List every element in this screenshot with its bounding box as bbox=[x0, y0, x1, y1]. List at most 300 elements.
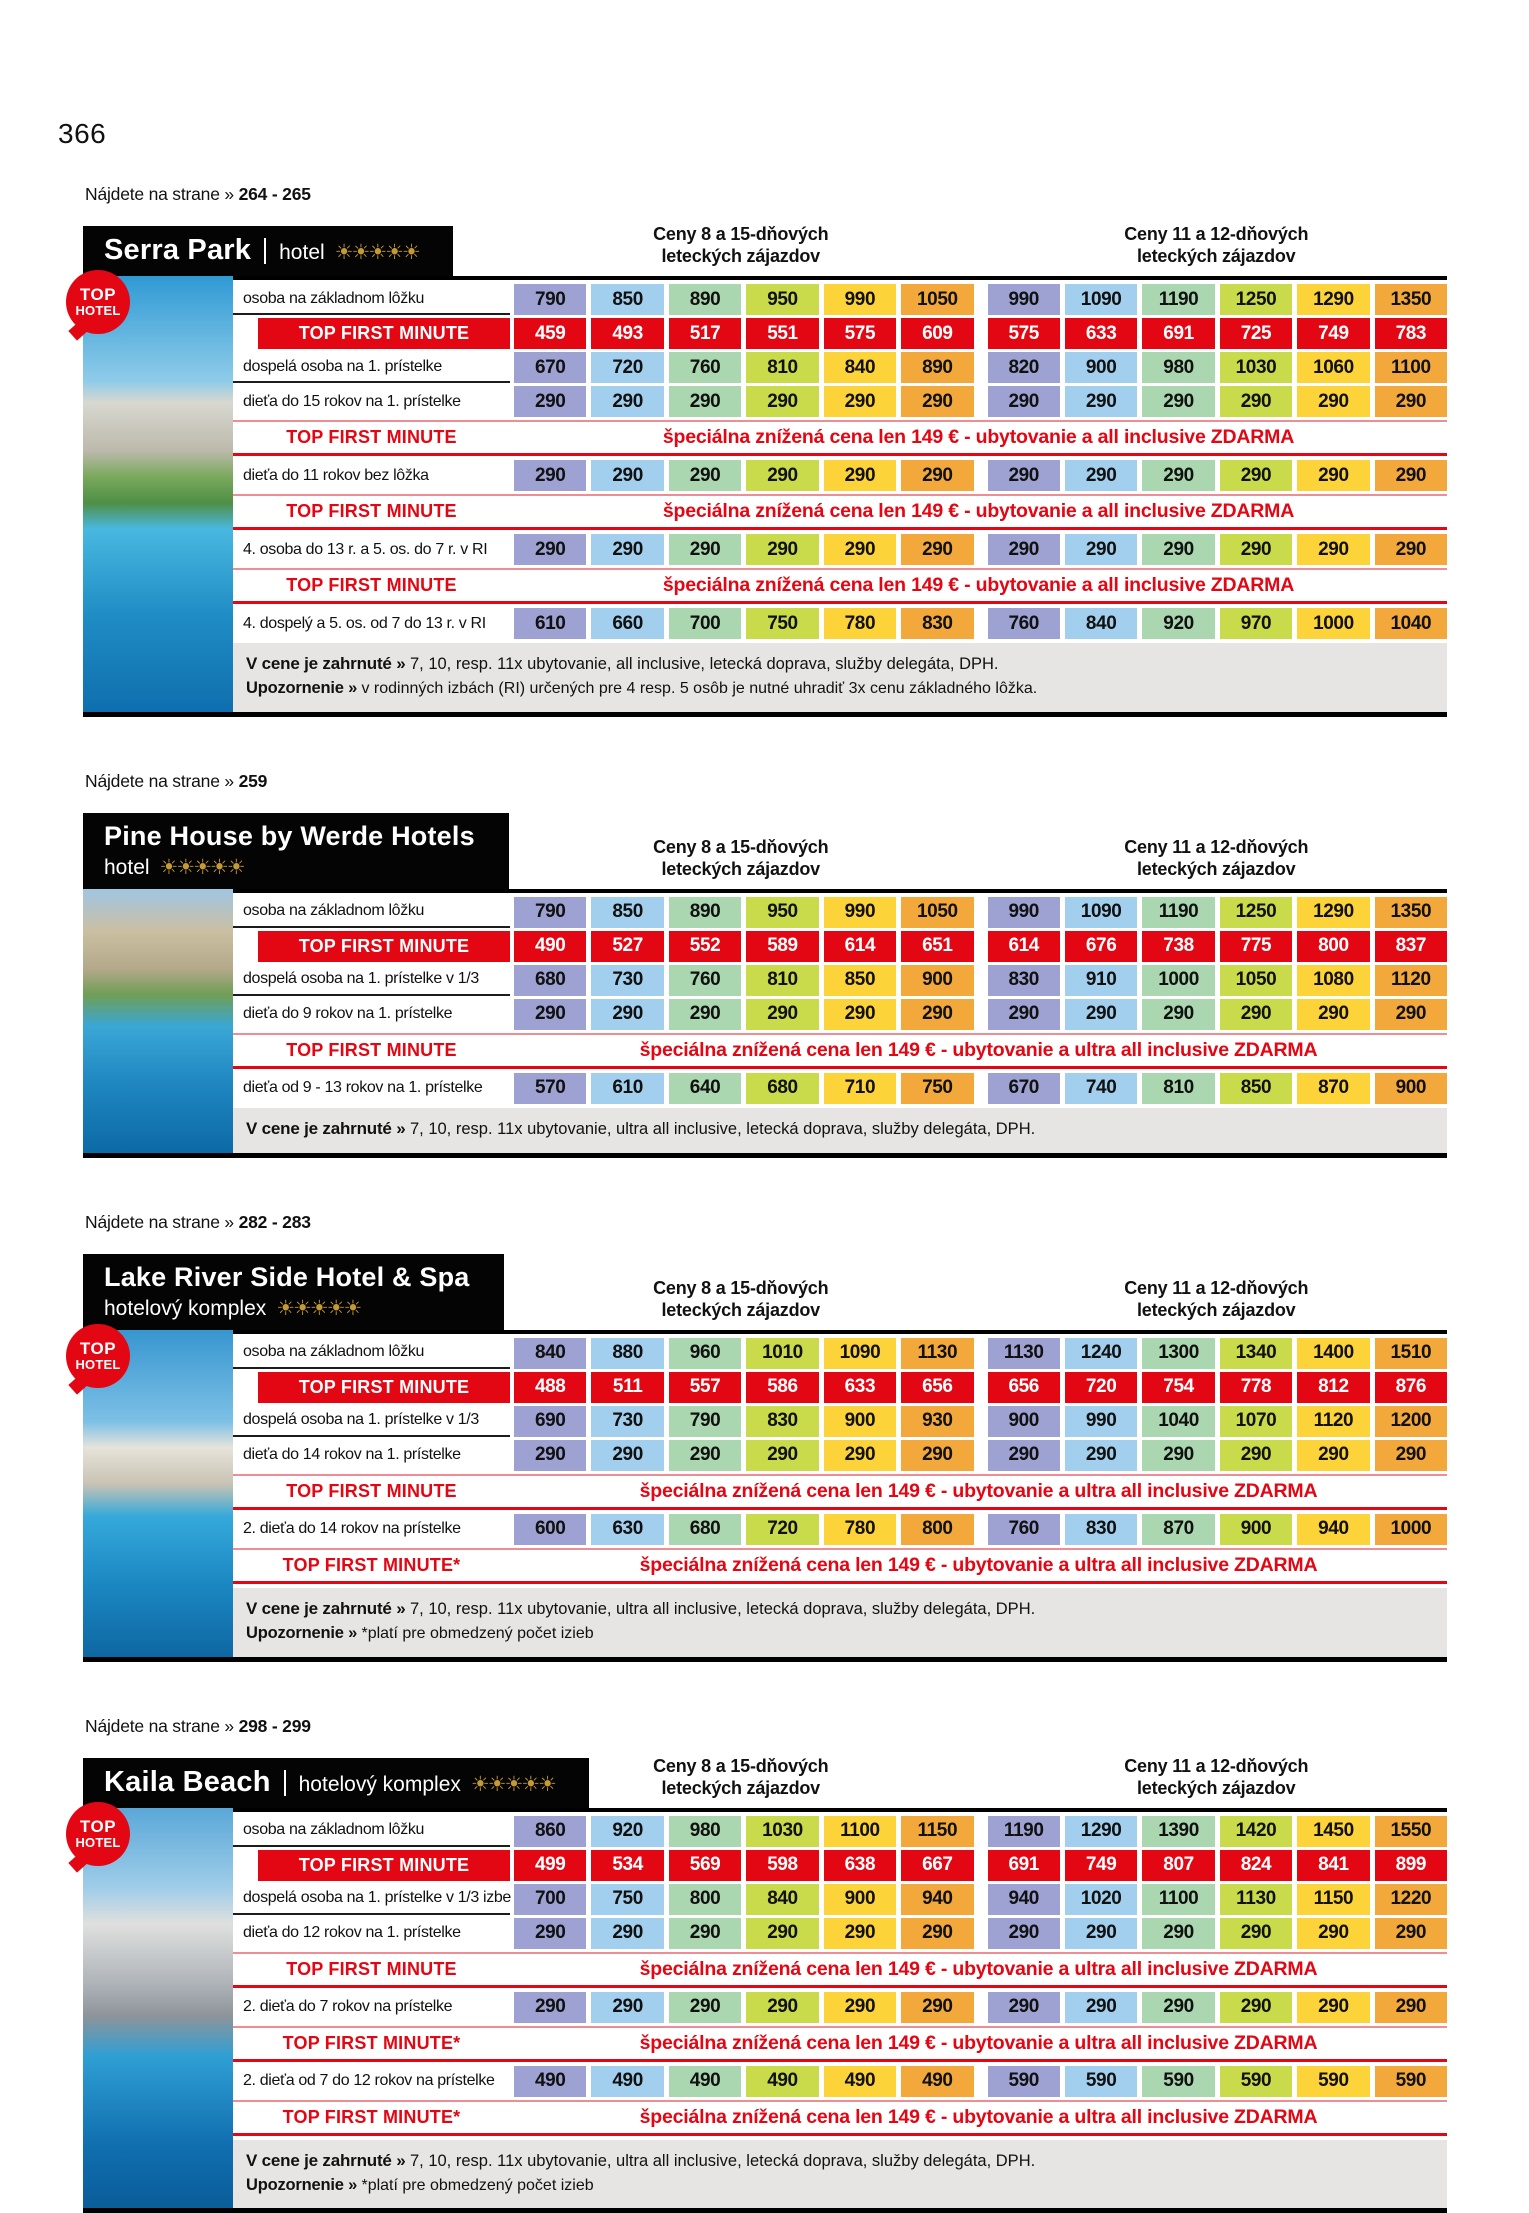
price-cell: 499 bbox=[514, 1850, 586, 1881]
included-line bbox=[246, 652, 1431, 677]
included-text: 7, 10, resp. 11x ubytovanie, ultra all inclusive, letecká doprava, služby delegáta, DPH. bbox=[409, 2151, 1036, 2170]
price-group-2 bbox=[988, 965, 1448, 996]
price-cell: 490 bbox=[514, 931, 586, 962]
price-cell: 730 bbox=[591, 965, 663, 996]
price-group-1 bbox=[514, 318, 974, 349]
price-cell: 790 bbox=[669, 1406, 741, 1437]
top-first-minute-label: TOP FIRST MINUTE bbox=[258, 1372, 510, 1403]
price-group-1 bbox=[514, 1338, 974, 1369]
price-group-header bbox=[510, 1278, 972, 1322]
price-cell: 830 bbox=[988, 965, 1060, 996]
price-group-2 bbox=[988, 1816, 1448, 1847]
price-cell: 600 bbox=[514, 1514, 586, 1545]
price-cell: 290 bbox=[901, 999, 973, 1030]
price-footer-note bbox=[233, 643, 1447, 712]
price-cell: 1420 bbox=[1220, 1816, 1292, 1847]
price-cell: 899 bbox=[1375, 1850, 1447, 1881]
price-cell: 610 bbox=[591, 1073, 663, 1104]
special-offer-text: špeciálna znížená cena len 149 € - ubytovanie a all inclusive ZDARMA bbox=[662, 500, 1295, 522]
hotel-table-area bbox=[75, 1330, 1447, 1657]
included-text: 7, 10, resp. 11x ubytovanie, ultra all inclusive, letecká doprava, služby delegáta, DPH. bbox=[409, 1119, 1036, 1138]
price-cell: 290 bbox=[591, 534, 663, 565]
price-cell: 1000 bbox=[1142, 965, 1214, 996]
included-label: V cene je zahrnuté » bbox=[246, 1118, 410, 1138]
hotel-header-row bbox=[83, 1742, 1447, 1808]
top-first-minute-label: TOP FIRST MINUTE bbox=[286, 501, 457, 521]
price-group-header bbox=[986, 837, 1448, 881]
price-cell: 290 bbox=[1142, 386, 1214, 417]
price-cell: 290 bbox=[746, 1440, 818, 1471]
price-group-1 bbox=[514, 534, 974, 565]
price-cell: 651 bbox=[901, 931, 973, 962]
price-cell: 290 bbox=[1297, 1918, 1369, 1949]
price-cell: 590 bbox=[988, 2066, 1060, 2097]
price-row bbox=[233, 1514, 1447, 1545]
price-cell: 290 bbox=[988, 999, 1060, 1030]
page-reference bbox=[85, 1212, 1447, 1233]
top-first-minute-offer-row bbox=[233, 2100, 1447, 2136]
price-cells bbox=[510, 386, 1447, 417]
price-cell: 1120 bbox=[1297, 1406, 1369, 1437]
price-cell: 1290 bbox=[1065, 1816, 1137, 1847]
price-cell: 750 bbox=[901, 1073, 973, 1104]
price-group-header-line2: leteckých zájazdov bbox=[1137, 1299, 1296, 1320]
price-cell: 290 bbox=[514, 386, 586, 417]
special-offer-text: špeciálna znížená cena len 149 € - ubytovanie a ultra all inclusive ZDARMA bbox=[639, 1479, 1318, 1502]
price-cell: 490 bbox=[669, 2066, 741, 2097]
price-cell: 290 bbox=[669, 1992, 741, 2023]
price-group-header-line2: leteckých zájazdov bbox=[661, 246, 820, 267]
price-cell: 1080 bbox=[1297, 965, 1369, 996]
price-row bbox=[233, 1073, 1447, 1104]
price-cell: 656 bbox=[901, 1372, 973, 1403]
price-cell: 488 bbox=[514, 1372, 586, 1403]
price-row-label: dospelá osoba na 1. prístelke bbox=[233, 352, 510, 383]
price-cell: 290 bbox=[1065, 1918, 1137, 1949]
hotel-block bbox=[83, 771, 1447, 1158]
hotel-category: hotel bbox=[104, 855, 150, 879]
price-cell: 290 bbox=[1142, 999, 1214, 1030]
price-cell: 290 bbox=[1142, 460, 1214, 491]
price-cell: 1040 bbox=[1142, 1406, 1214, 1437]
price-group-header-line1: Ceny 8 a 15-dňových bbox=[653, 836, 829, 857]
hotel-header-row bbox=[83, 1238, 1447, 1330]
price-cell: 1250 bbox=[1220, 897, 1292, 928]
price-group-2 bbox=[988, 999, 1448, 1030]
hotel-title-bar bbox=[83, 1254, 504, 1330]
top-first-minute-label: TOP FIRST MINUTE bbox=[258, 931, 510, 962]
price-group-1 bbox=[514, 2066, 974, 2097]
price-table bbox=[233, 276, 1447, 712]
price-cell: 290 bbox=[1142, 534, 1214, 565]
price-cell: 290 bbox=[591, 460, 663, 491]
page-reference bbox=[85, 1716, 1447, 1737]
price-footer-note bbox=[233, 1588, 1447, 1657]
hotel-category-line bbox=[104, 1296, 470, 1321]
price-row-label: dieťa od 9 - 13 rokov na 1. prístelke bbox=[243, 1079, 483, 1097]
price-cell: 590 bbox=[1065, 2066, 1137, 2097]
price-cell: 920 bbox=[591, 1816, 663, 1847]
price-cell: 590 bbox=[1375, 2066, 1447, 2097]
price-group-1 bbox=[514, 352, 974, 383]
price-cell: 840 bbox=[824, 352, 896, 383]
price-row-label: osoba na základnom lôžku bbox=[233, 284, 510, 315]
special-offer-text: špeciálna znížená cena len 149 € - ubytovanie a ultra all inclusive ZDARMA bbox=[639, 2105, 1318, 2128]
hotel-header-row bbox=[83, 797, 1447, 889]
price-cell: 691 bbox=[988, 1850, 1060, 1881]
price-cell: 290 bbox=[824, 1440, 896, 1471]
price-cells bbox=[510, 1073, 1447, 1104]
price-group-1 bbox=[514, 1372, 974, 1403]
price-cell: 750 bbox=[746, 608, 818, 639]
price-cell: 290 bbox=[901, 1918, 973, 1949]
price-cell: 290 bbox=[746, 1918, 818, 1949]
price-cells bbox=[510, 897, 1447, 928]
price-cell: 557 bbox=[669, 1372, 741, 1403]
price-cell: 680 bbox=[746, 1073, 818, 1104]
price-cell: 1040 bbox=[1375, 608, 1447, 639]
top-first-minute-bar-row bbox=[233, 1372, 1447, 1403]
included-label: V cene je zahrnuté » bbox=[246, 1598, 410, 1618]
page-reference-label: Nájdete na strane » bbox=[85, 1715, 239, 1736]
price-cell: 290 bbox=[746, 460, 818, 491]
hotel-photo bbox=[75, 1808, 233, 2209]
price-footer-note bbox=[233, 1108, 1447, 1153]
price-row-label: 4. osoba do 13 r. a 5. os. do 7 r. v RI bbox=[243, 540, 488, 558]
price-cell: 290 bbox=[1375, 1918, 1447, 1949]
price-group-1 bbox=[514, 1992, 974, 2023]
price-cell: 290 bbox=[1375, 1440, 1447, 1471]
price-cell: 775 bbox=[1220, 931, 1292, 962]
price-cell: 1190 bbox=[988, 1816, 1060, 1847]
block-divider bbox=[83, 712, 1447, 717]
price-cell: 1050 bbox=[901, 897, 973, 928]
price-group-header-line2: leteckých zájazdov bbox=[1137, 1777, 1296, 1798]
price-row bbox=[233, 460, 1447, 491]
price-group-header bbox=[986, 1278, 1448, 1322]
price-group-header bbox=[986, 1756, 1448, 1800]
price-cell: 850 bbox=[591, 897, 663, 928]
price-cells bbox=[510, 1884, 1447, 1915]
price-row bbox=[233, 608, 1447, 639]
price-cell: 290 bbox=[746, 1992, 818, 2023]
price-group-1 bbox=[514, 608, 974, 639]
price-cell: 810 bbox=[746, 965, 818, 996]
price-cell: 800 bbox=[669, 1884, 741, 1915]
price-group-headers bbox=[510, 1278, 1447, 1322]
price-cell: 900 bbox=[988, 1406, 1060, 1437]
warning-line bbox=[246, 1622, 1431, 1646]
price-cell: 990 bbox=[988, 897, 1060, 928]
price-cell: 780 bbox=[824, 608, 896, 639]
price-cell: 720 bbox=[746, 1514, 818, 1545]
hotel-header-row bbox=[83, 210, 1447, 276]
warning-label: Upozornenie » bbox=[246, 2175, 362, 2194]
price-group-2 bbox=[988, 1850, 1448, 1881]
hotel-table-area bbox=[75, 1808, 1447, 2209]
price-cells bbox=[510, 1992, 1447, 2023]
price-cell: 290 bbox=[514, 1440, 586, 1471]
price-cell: 614 bbox=[988, 931, 1060, 962]
page-reference-pages: 298 - 299 bbox=[238, 1715, 311, 1736]
price-group-header-line2: leteckých zájazdov bbox=[1137, 858, 1296, 879]
price-cell: 290 bbox=[1375, 999, 1447, 1030]
price-row-label: dospelá osoba na 1. prístelke v 1/3 bbox=[233, 1406, 510, 1437]
price-cell: 290 bbox=[901, 1440, 973, 1471]
price-cell: 552 bbox=[669, 931, 741, 962]
price-cell: 754 bbox=[1142, 1372, 1214, 1403]
included-label: V cene je zahrnuté » bbox=[246, 2150, 410, 2170]
star-rating-sun-icons: ☀☀☀☀☀ bbox=[470, 1772, 556, 1796]
price-group-2 bbox=[988, 318, 1448, 349]
block-divider bbox=[83, 2208, 1447, 2213]
top-first-minute-offer-row bbox=[233, 1474, 1447, 1510]
price-cell: 609 bbox=[901, 318, 973, 349]
price-table bbox=[233, 1330, 1447, 1657]
price-cell: 1030 bbox=[746, 1816, 818, 1847]
hotel-table-area bbox=[83, 889, 1447, 1153]
price-row bbox=[233, 999, 1447, 1030]
price-cell: 290 bbox=[824, 386, 896, 417]
top-hotel-badge-line1: TOP bbox=[79, 285, 117, 305]
price-row bbox=[233, 1992, 1447, 2023]
price-cell: 720 bbox=[591, 352, 663, 383]
price-cell: 680 bbox=[514, 965, 586, 996]
price-cell: 290 bbox=[988, 1918, 1060, 1949]
price-cell: 1100 bbox=[1142, 1884, 1214, 1915]
price-group-headers bbox=[510, 1756, 1447, 1800]
price-row-label: 4. dospelý a 5. os. od 7 do 13 r. v RI bbox=[243, 614, 486, 632]
price-cell: 900 bbox=[1220, 1514, 1292, 1545]
price-cell: 1350 bbox=[1375, 897, 1447, 928]
page-reference-pages: 282 - 283 bbox=[238, 1211, 311, 1232]
included-text: 7, 10, resp. 11x ubytovanie, all inclusive, letecká doprava, služby delegáta, DPH. bbox=[409, 655, 999, 673]
special-offer-text: špeciálna znížená cena len 149 € - ubytovanie a ultra all inclusive ZDARMA bbox=[639, 1553, 1318, 1576]
price-cell: 900 bbox=[824, 1884, 896, 1915]
price-cell: 940 bbox=[1297, 1514, 1369, 1545]
price-cell: 290 bbox=[1065, 999, 1137, 1030]
price-cell: 290 bbox=[824, 1992, 896, 2023]
hotel-title-bar bbox=[83, 226, 453, 276]
price-cell: 950 bbox=[746, 284, 818, 315]
price-cell: 730 bbox=[591, 1406, 663, 1437]
price-cell: 691 bbox=[1142, 318, 1214, 349]
price-group-2 bbox=[988, 1406, 1448, 1437]
price-cell: 800 bbox=[1297, 931, 1369, 962]
price-cell: 1290 bbox=[1297, 897, 1369, 928]
price-group-header-line1: Ceny 8 a 15-dňových bbox=[653, 224, 829, 245]
price-row bbox=[233, 1884, 1447, 1915]
price-cell: 1090 bbox=[824, 1338, 896, 1369]
price-cell: 749 bbox=[1297, 318, 1369, 349]
price-cell: 1030 bbox=[1220, 352, 1292, 383]
price-group-header-line2: leteckých zájazdov bbox=[1137, 246, 1296, 267]
price-cell: 1190 bbox=[1142, 897, 1214, 928]
price-cell: 1350 bbox=[1375, 284, 1447, 315]
price-cell: 290 bbox=[824, 460, 896, 491]
price-cell: 1150 bbox=[1297, 1884, 1369, 1915]
top-first-minute-offer-row bbox=[233, 568, 1447, 604]
price-cell: 1020 bbox=[1065, 1884, 1137, 1915]
price-cell: 920 bbox=[1142, 608, 1214, 639]
price-cell: 1100 bbox=[1375, 352, 1447, 383]
top-first-minute-label: TOP FIRST MINUTE bbox=[258, 1850, 510, 1881]
price-row-label: dospelá osoba na 1. prístelke v 1/3 bbox=[233, 965, 510, 996]
price-cell: 290 bbox=[824, 534, 896, 565]
price-cell: 876 bbox=[1375, 1372, 1447, 1403]
block-divider bbox=[83, 1153, 1447, 1158]
warning-label: Upozornenie » bbox=[246, 678, 362, 697]
top-first-minute-label: TOP FIRST MINUTE bbox=[286, 427, 457, 447]
price-cell: 534 bbox=[591, 1850, 663, 1881]
price-cell: 990 bbox=[824, 284, 896, 315]
hotel-table-area bbox=[75, 276, 1447, 712]
price-cell: 840 bbox=[1065, 608, 1137, 639]
top-first-minute-label: TOP FIRST MINUTE bbox=[258, 318, 510, 349]
price-row bbox=[233, 534, 1447, 565]
price-cell: 633 bbox=[824, 1372, 896, 1403]
page-reference-label: Nájdete na strane » bbox=[85, 184, 239, 204]
price-cell: 1450 bbox=[1297, 1816, 1369, 1847]
price-cell: 890 bbox=[901, 352, 973, 383]
price-group-header bbox=[510, 1756, 972, 1800]
price-group-1 bbox=[514, 1850, 974, 1881]
price-cell: 290 bbox=[514, 999, 586, 1030]
price-cell: 586 bbox=[746, 1372, 818, 1403]
top-hotel-badge bbox=[66, 1324, 130, 1388]
hotel-photo bbox=[83, 889, 233, 1153]
price-cell: 749 bbox=[1065, 1850, 1137, 1881]
price-cell: 290 bbox=[1297, 1992, 1369, 2023]
price-row bbox=[233, 1918, 1447, 1949]
top-first-minute-label-cell bbox=[233, 318, 510, 349]
top-first-minute-bar-row bbox=[233, 931, 1447, 962]
price-cell: 740 bbox=[1065, 1073, 1137, 1104]
price-cell: 1060 bbox=[1297, 352, 1369, 383]
price-row bbox=[233, 2066, 1447, 2097]
price-cell: 511 bbox=[591, 1372, 663, 1403]
hotel-price-list bbox=[75, 184, 1447, 2213]
price-row bbox=[233, 386, 1447, 417]
price-row bbox=[233, 1406, 1447, 1437]
price-cell: 290 bbox=[824, 1918, 896, 1949]
price-group-2 bbox=[988, 386, 1448, 417]
price-cell: 1050 bbox=[901, 284, 973, 315]
price-cell: 290 bbox=[591, 1918, 663, 1949]
included-line bbox=[246, 1597, 1431, 1622]
price-group-2 bbox=[988, 1918, 1448, 1949]
price-cell: 940 bbox=[988, 1884, 1060, 1915]
price-cell: 810 bbox=[1142, 1073, 1214, 1104]
price-cell: 710 bbox=[824, 1073, 896, 1104]
hotel-name: Lake River Side Hotel & Spa bbox=[104, 1261, 470, 1292]
price-cell: 890 bbox=[669, 284, 741, 315]
star-rating-sun-icons: ☀☀☀☀☀ bbox=[334, 241, 419, 264]
price-row-label: 2. dieťa od 7 do 12 rokov na prístelke bbox=[243, 2072, 495, 2090]
price-cell: 950 bbox=[746, 897, 818, 928]
price-cell: 676 bbox=[1065, 931, 1137, 962]
price-cell: 290 bbox=[1220, 1918, 1292, 1949]
top-first-minute-label: TOP FIRST MINUTE bbox=[286, 1958, 457, 1979]
price-cell: 290 bbox=[1065, 534, 1137, 565]
price-cell: 990 bbox=[1065, 1406, 1137, 1437]
price-cell: 290 bbox=[1375, 1992, 1447, 2023]
price-cell: 1090 bbox=[1065, 284, 1137, 315]
price-cell: 1550 bbox=[1375, 1816, 1447, 1847]
price-cell: 720 bbox=[1065, 1372, 1137, 1403]
price-cells bbox=[510, 1850, 1447, 1881]
special-offer-text: špeciálna znížená cena len 149 € - ubytovanie a ultra all inclusive ZDARMA bbox=[639, 2031, 1318, 2054]
price-cell: 575 bbox=[988, 318, 1060, 349]
price-cell: 1090 bbox=[1065, 897, 1137, 928]
top-first-minute-label: TOP FIRST MINUTE* bbox=[282, 2032, 461, 2053]
top-first-minute-label-cell bbox=[233, 931, 510, 962]
price-cell: 570 bbox=[514, 1073, 586, 1104]
price-cell: 527 bbox=[591, 931, 663, 962]
hotel-title-bar bbox=[83, 813, 509, 889]
top-hotel-badge-line1: TOP bbox=[79, 1816, 117, 1836]
price-cell: 290 bbox=[1142, 1918, 1214, 1949]
price-cell: 1130 bbox=[901, 1338, 973, 1369]
price-cell: 290 bbox=[1142, 1440, 1214, 1471]
price-cell: 290 bbox=[1297, 460, 1369, 491]
price-cell: 760 bbox=[669, 965, 741, 996]
price-cells bbox=[510, 999, 1447, 1030]
price-cell: 807 bbox=[1142, 1850, 1214, 1881]
price-group-2 bbox=[988, 460, 1448, 491]
price-cell: 290 bbox=[746, 386, 818, 417]
price-cell: 589 bbox=[746, 931, 818, 962]
price-cell: 1290 bbox=[1297, 284, 1369, 315]
price-group-1 bbox=[514, 897, 974, 928]
price-cell: 670 bbox=[988, 1073, 1060, 1104]
price-cell: 290 bbox=[1220, 460, 1292, 491]
price-cell: 290 bbox=[1142, 1992, 1214, 2023]
price-group-1 bbox=[514, 460, 974, 491]
price-cell: 790 bbox=[514, 284, 586, 315]
hotel-photo bbox=[75, 276, 233, 712]
hotel-category: hotelový komplex bbox=[298, 1772, 461, 1796]
price-cell: 290 bbox=[988, 460, 1060, 491]
price-cell: 290 bbox=[901, 1992, 973, 2023]
price-cells bbox=[510, 931, 1447, 962]
page-reference bbox=[85, 771, 1447, 792]
price-cell: 960 bbox=[669, 1338, 741, 1369]
price-cell: 290 bbox=[1065, 460, 1137, 491]
page-reference-label: Nájdete na strane » bbox=[85, 1211, 239, 1232]
price-cells bbox=[510, 284, 1447, 315]
price-group-2 bbox=[988, 1992, 1448, 2023]
price-cell: 290 bbox=[1065, 386, 1137, 417]
top-first-minute-label: TOP FIRST MINUTE* bbox=[282, 1554, 461, 1575]
included-text: 7, 10, resp. 11x ubytovanie, ultra all inclusive, letecká doprava, služby delegáta, DPH. bbox=[409, 1599, 1036, 1618]
price-cell: 290 bbox=[1065, 1992, 1137, 2023]
price-group-1 bbox=[514, 284, 974, 315]
price-group-1 bbox=[514, 1816, 974, 1847]
price-cell: 700 bbox=[669, 608, 741, 639]
price-group-header-line2: leteckých zájazdov bbox=[661, 1777, 820, 1798]
top-first-minute-offer-row bbox=[233, 420, 1447, 456]
price-cell: 290 bbox=[988, 386, 1060, 417]
price-row-label: osoba na základnom lôžku bbox=[233, 897, 510, 928]
price-cell: 1190 bbox=[1142, 284, 1214, 315]
price-cell: 290 bbox=[746, 999, 818, 1030]
price-cell: 490 bbox=[514, 2066, 586, 2097]
top-hotel-badge-line2: HOTEL bbox=[75, 1356, 121, 1372]
block-divider bbox=[83, 1657, 1447, 1662]
price-cell: 290 bbox=[901, 534, 973, 565]
price-cell: 900 bbox=[1065, 352, 1137, 383]
